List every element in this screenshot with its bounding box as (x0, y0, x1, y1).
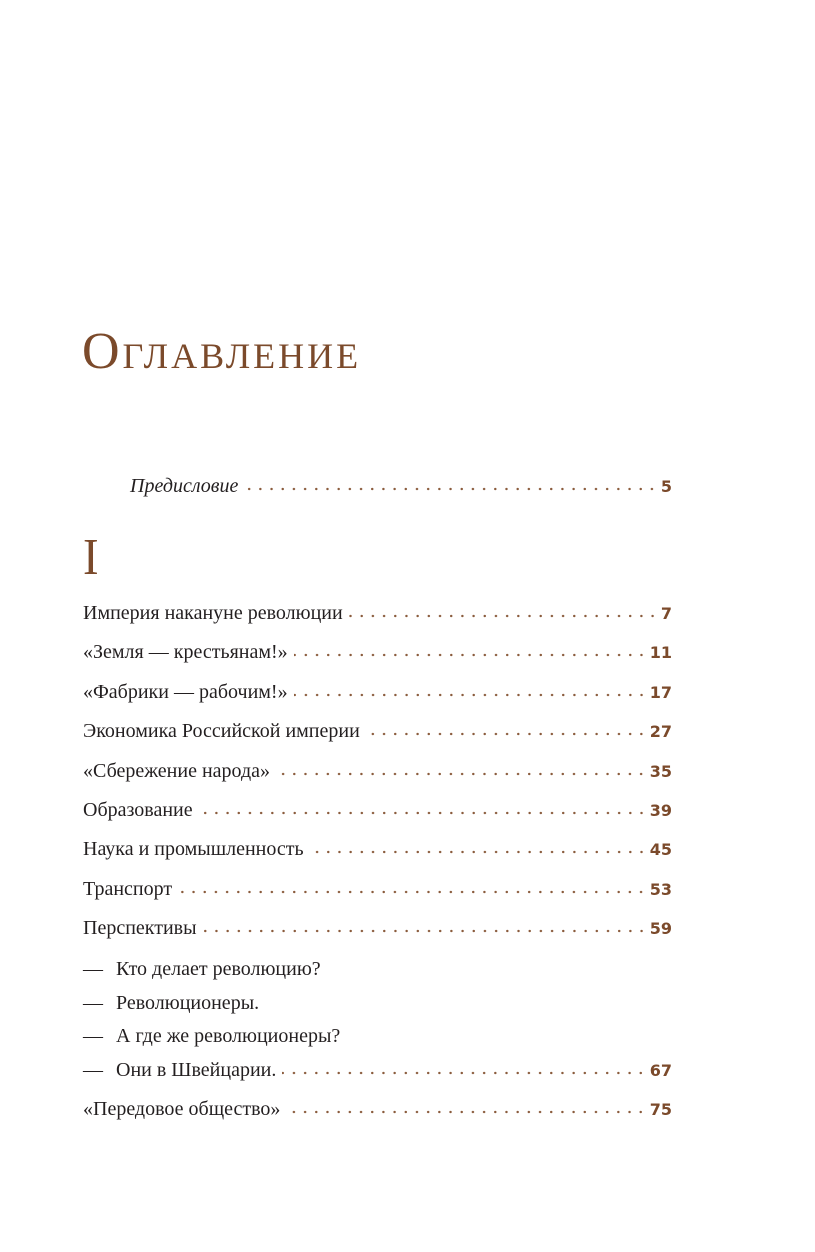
dash: — (83, 1059, 103, 1081)
dash: — (83, 992, 103, 1014)
entry-label: «Передовое общество» (83, 1098, 281, 1120)
toc-entry[interactable] (83, 680, 672, 705)
entry-label: Наука и промышленность (83, 838, 304, 861)
entry-page: 11 (649, 643, 672, 663)
dash: — (83, 958, 103, 980)
dot-leader (294, 692, 647, 698)
part-numeral: I (83, 529, 99, 586)
dialogue-line (83, 991, 672, 1015)
toc-entry[interactable] (83, 640, 672, 665)
entry-label: Экономика Российской империи (83, 720, 360, 743)
entry-page: 35 (649, 761, 672, 781)
entry-page: 5 (660, 477, 672, 496)
toc-entry[interactable] (83, 1058, 672, 1083)
entry-label: Революционеры. (116, 992, 260, 1014)
toc-entry[interactable] (83, 837, 672, 862)
toc-entry[interactable] (83, 759, 672, 784)
toc-entry[interactable] (83, 601, 672, 626)
dot-leader (276, 771, 647, 777)
entry-page: 45 (649, 840, 672, 860)
entry-page: 27 (649, 722, 672, 742)
dot-leader (178, 889, 647, 895)
entry-label: «Земля — крестьянам!» (83, 641, 288, 664)
page-title: Оглавление (82, 323, 362, 380)
entry-label: «Сбережение народа» (83, 759, 271, 782)
dialogue-line (83, 957, 672, 981)
toc-entry-preface[interactable] (130, 474, 672, 499)
dot-leader (286, 1109, 646, 1115)
entry-page: 67 (649, 1061, 672, 1080)
dot-leader (244, 486, 658, 492)
toc-entry[interactable] (83, 877, 672, 902)
entry-label: Образование (83, 799, 193, 821)
dot-leader (349, 613, 658, 619)
dot-leader (310, 849, 647, 855)
toc-entry[interactable] (83, 916, 672, 941)
dot-leader (366, 731, 647, 737)
entry-label: Предисловие (130, 475, 239, 497)
entry-page: 75 (649, 1100, 672, 1119)
dot-leader (294, 652, 647, 658)
entry-page: 59 (649, 919, 672, 939)
toc-entry[interactable] (83, 798, 672, 823)
entry-page: 7 (660, 604, 672, 623)
dot-leader (282, 1070, 646, 1076)
entry-label: «Фабрики — рабочим!» (83, 680, 288, 703)
toc-entry[interactable] (83, 1097, 672, 1122)
dot-leader (203, 928, 647, 934)
entry-label: Империя накануне революции (83, 602, 343, 624)
toc-entry[interactable] (83, 719, 672, 744)
dialogue-line (83, 1024, 672, 1048)
entry-label: Кто делает революцию? (116, 958, 321, 980)
entry-label: А где же революционеры? (116, 1025, 341, 1047)
entry-page: 39 (649, 801, 672, 820)
entry-label: Транспорт (83, 877, 173, 900)
entry-page: 17 (649, 682, 672, 702)
entry-page: 53 (649, 879, 672, 899)
entry-label: Они в Швейцарии. (116, 1059, 277, 1081)
dash: — (83, 1025, 103, 1047)
entry-label: Перспективы (83, 917, 197, 940)
dot-leader (199, 810, 647, 816)
